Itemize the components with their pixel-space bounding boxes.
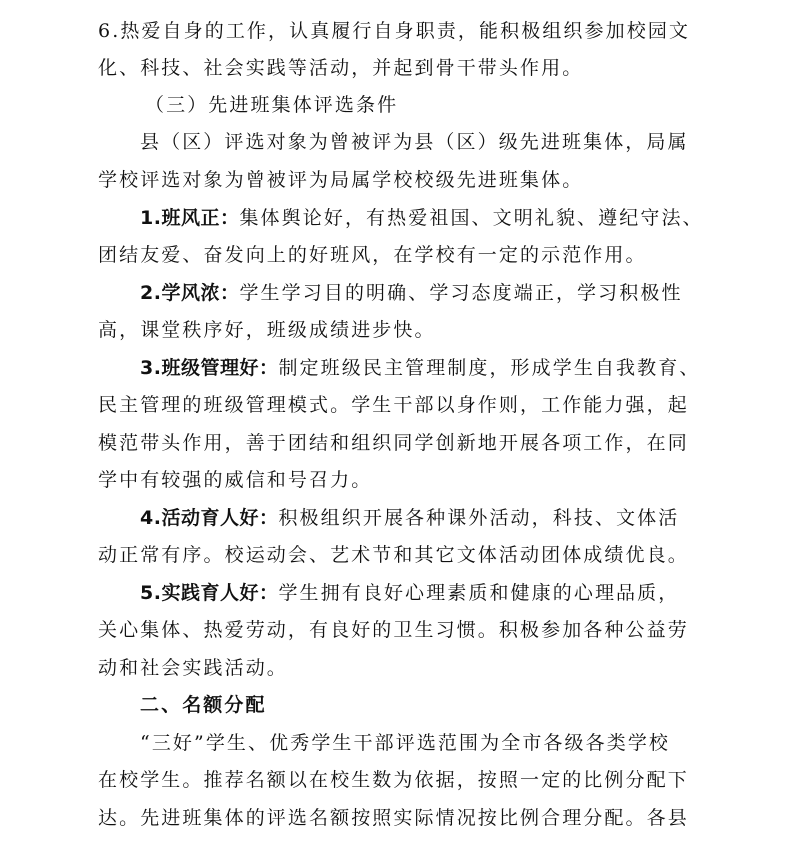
item-3-text: 制定班级民主管理制度，形成学生自我教育、 xyxy=(278,357,701,379)
item-1-text: 集体舆论好，有热爱祖国、文明礼貌、遵纪守法、 xyxy=(239,207,704,229)
item-2-line-2: 高，课堂秩序好，班级成绩进步快。 xyxy=(98,319,436,341)
item-5-lead: 5.实践育人好： xyxy=(140,582,279,604)
item-4-line-2: 动正常有序。校运动会、艺术节和其它文体活动团体成绩优良。 xyxy=(98,544,689,566)
item-3-line-2: 民主管理的班级管理模式。学生干部以身作则，工作能力强，起 xyxy=(98,394,689,416)
item-2-text: 学生学习目的明确、学习态度端正，学习积极性 xyxy=(239,282,683,304)
criterion-6-line-2: 化、科技、社会实践等活动，并起到骨干带头作用。 xyxy=(98,57,584,79)
item-1-lead: 1.班风正： xyxy=(140,207,240,229)
section-2-heading: 二、名额分配 xyxy=(140,694,267,716)
allocation-line-1: “三好”学生、优秀学生干部评选范围为全市各级各类学校 xyxy=(140,732,671,754)
item-1-line-1 xyxy=(140,203,704,233)
item-2-lead: 2.学风浓： xyxy=(140,282,240,304)
item-4-line-1 xyxy=(140,503,700,533)
item-5-line-1 xyxy=(140,578,700,608)
allocation-line-2: 在校学生。推荐名额以在校生数为依据，按照一定的比例分配下 xyxy=(98,769,689,791)
item-5-text: 学生拥有良好心理素质和健康的心理品质， xyxy=(278,582,680,604)
item-5-line-3: 动和社会实践活动。 xyxy=(98,657,288,679)
criterion-6-line-1: 6.热爱自身的工作，认真履行自身职责，能积极组织参加校园文 xyxy=(98,20,691,42)
item-5-line-2: 关心集体、热爱劳动，有良好的卫生习惯。积极参加各种公益劳 xyxy=(98,619,689,641)
item-3-lead: 3.班级管理好： xyxy=(140,357,279,379)
item-1-line-2: 团结友爱、奋发向上的好班风，在学校有一定的示范作用。 xyxy=(98,244,647,266)
eligibility-line-1: 县（区）评选对象为曾被评为县（区）级先进班集体，局属 xyxy=(140,131,689,153)
eligibility-line-2: 学校评选对象为曾被评为局属学校校级先进班集体。 xyxy=(98,169,584,191)
item-3-line-1 xyxy=(140,353,700,383)
item-4-text: 积极组织开展各种课外活动，科技、文体活 xyxy=(278,507,680,529)
item-2-line-1 xyxy=(140,278,700,308)
allocation-line-3: 达。先进班集体的评选名额按照实际情况按比例合理分配。各县 xyxy=(98,807,689,829)
subheading-3: （三）先进班集体评选条件 xyxy=(145,94,399,116)
item-3-line-3: 模范带头作用，善于团结和组织同学创新地开展各项工作，在同 xyxy=(98,432,689,454)
item-4-lead: 4.活动育人好： xyxy=(140,507,279,529)
item-3-line-4: 学中有较强的威信和号召力。 xyxy=(98,469,373,491)
